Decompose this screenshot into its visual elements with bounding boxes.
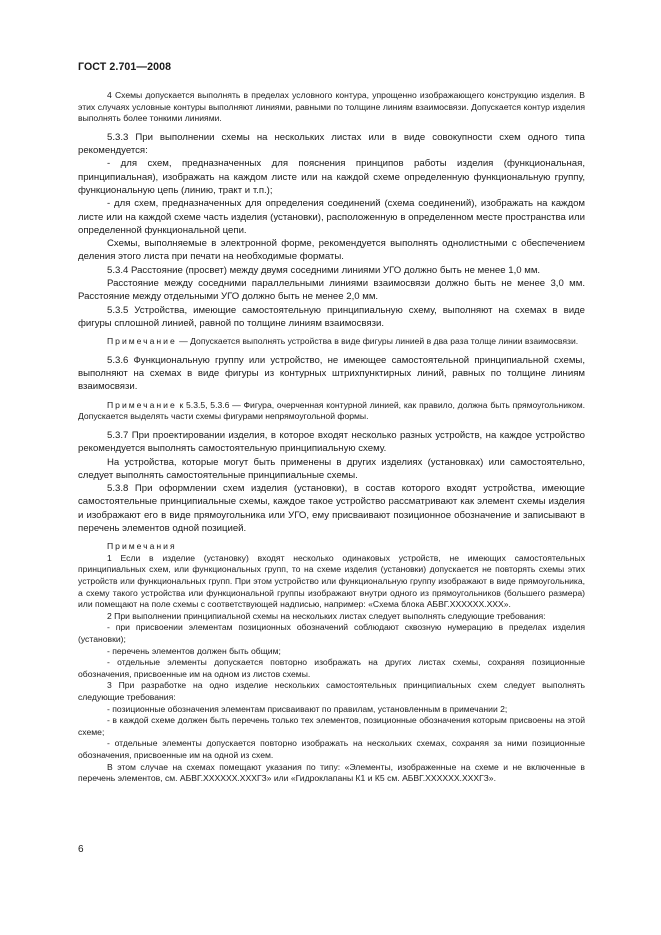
paragraph-text: 5.3.3 При выполнении схемы на нескольких листах или в виде совокупности схем одного типа рекомендуется: (78, 131, 585, 157)
paragraph (78, 482, 585, 535)
document-body (78, 90, 585, 785)
paragraph (78, 657, 585, 680)
paragraph-text: - для схем, предназначенных для определения соединений (схема соединений), изображать на каждом листе или на каждой схеме часть изделия (установки), расположенную в определенном месте пространства или определенной функциональной цепи. (78, 198, 585, 236)
paragraph (78, 704, 585, 716)
paragraph (78, 157, 585, 197)
paragraph-text: к 5.3.5, 5.3.6 — Фигура, очерченная контурной линией, как правило, должна быть прямоугольником. Допускается выделять части схемы фигурами непрямоугольной формы. (78, 399, 585, 422)
paragraph (78, 131, 585, 158)
document-header: ГОСТ 2.701—2008 (78, 61, 172, 73)
paragraph-text: - для схем, предназначенных для пояснения принципов работы изделия (функциональная, принципиальная), изображать на каждом листе или на каждой схеме определенную функциональную группу, функциональную цепь (линию, тракт и т.п.); (78, 158, 585, 196)
paragraph-text: 5.3.7 При проектировании изделия, в которое входят несколько разных устройств, на каждое устройство рекомендуется выполнять самостоятельную принципиальную схему. (78, 429, 585, 455)
paragraph (78, 277, 585, 304)
paragraph (78, 611, 585, 623)
note-paragraph (78, 400, 585, 423)
paragraph-text: 5.3.8 При оформлении схем изделия (установки), в состав которого входят устройства, имеющие самостоятельные принципиальные схемы, каждое такое устройство рассматривают как элемент схемы изделия и изображают его в виде прямоугольника или УГО, ему присваивают позиционное обозначение и записывают в перечень элементов одной позицией. (78, 483, 585, 534)
paragraph-text: 5.3.6 Функциональную группу или устройство, не имеющее самостоятельной принципиальной схемы, выполняют на схемах в виде фигуры из контурных штрихпунктирных линий, равных по толщине линиям взаимосвязи. (78, 354, 585, 393)
paragraph-text: 2 При выполнении принципиальной схемы на нескольких листах следует выполнять следующие требования: (107, 610, 546, 621)
paragraph (78, 237, 585, 264)
paragraph (78, 264, 585, 277)
paragraph-text: - отдельные элементы допускается повторно изображать на нескольких схемах, сохраняя за ними позиционные обозначения, присвоенные им на одной из схем. (78, 738, 585, 760)
paragraph (78, 90, 585, 125)
paragraph (78, 197, 585, 237)
paragraph-text: 3 При разработке на одно изделие нескольких самостоятельных принципиальных схем следует выполнять следующие требования: (78, 680, 585, 702)
paragraph-text: Расстояние между соседними параллельными линиями взаимосвязи должно быть не менее 3,0 мм. Расстояние между отдельными УГО должно быть не менее 2,0 мм. (78, 278, 585, 303)
note-paragraph (78, 336, 585, 348)
paragraph-text: В этом случае на схемах помещают указания по типу: «Элементы, изображенные на схеме и не включенные в перечень элементов, см. АБВГ.XXXXXX.XXXГЗ» или «Гидроклапаны К1 и К5 см. АБВГ.XXXXXX.XXXГЗ». (78, 761, 585, 784)
paragraph-text: 4 Схемы допускается выполнять в пределах условного контура, упрощенно изображающего конструкцию изделия. В этих случаях условные контуры выполняют линиями, равными по толщине линиям взаимосвязи. Допускается контур изделия выполнять более тонкими линиями. (78, 90, 585, 124)
paragraph-text: - перечень элементов должен быть общим; (107, 645, 281, 656)
paragraph (78, 715, 585, 738)
paragraph-text: — Допускается выполнять устройства в виде фигуры линией в два раза толще линии взаимосвязи. (176, 336, 579, 347)
paragraph-text: 5.3.4 Расстояние (просвет) между двумя соседними линиями УГО должно быть не менее 1,0 мм. (107, 264, 541, 276)
note-label: Примечания (107, 541, 177, 552)
paragraph (78, 553, 585, 611)
paragraph (78, 738, 585, 761)
paragraph (78, 304, 585, 331)
paragraph-text: На устройства, которые могут быть применены в других изделиях (установках) или самостоятельно, следует выполнять самостоятельные принципиальные схемы. (78, 456, 585, 481)
paragraph (78, 646, 585, 658)
paragraph-text: - позиционные обозначения элементам присваивают по правилам, установленным в примечании 2; (107, 703, 508, 714)
note-paragraph (78, 541, 585, 553)
paragraph-text: - в каждой схеме должен быть перечень только тех элементов, позиционные обозначения которым присвоены на этой схеме; (78, 715, 585, 737)
paragraph-text: 1 Если в изделие (установку) входят несколько одинаковых устройств, не имеющих самостоятельных принципиальных схем, или функциональных групп, то на схеме изделия (установки) допускается не повторять схемы этих устройств или функциональных групп. При этом устройство или функциональную группу изображают в виде прямоугольника, а схему такого устройства или функциональной группы изображают внутри одного из прямоугольников (большего размера) или помещают на поле схемы с соответствующей надписью, например: «Схема блока АБВГ.XXXXXX.XXX». (78, 552, 585, 610)
note-label: Примечание (107, 399, 177, 410)
paragraph-text: - отдельные элементы допускается повторно изображать на других листах схемы, сохраняя позиционные обозначения, присвоенные им на одном из листов схемы. (78, 657, 585, 679)
paragraph (78, 762, 585, 785)
paragraph (78, 622, 585, 645)
paragraph-text: Схемы, выполняемые в электронной форме, рекомендуется выполнять однолистными с обеспечением деления этого листа при печати на необходимые форматы. (78, 238, 585, 263)
note-label: Примечание (107, 336, 177, 347)
paragraph (78, 680, 585, 703)
paragraph-text: - при присвоении элементам позиционных обозначений соблюдают сквозную нумерацию в пределах изделия (установки); (78, 622, 585, 645)
page-number: 6 (78, 844, 84, 855)
paragraph (78, 429, 585, 456)
paragraph (78, 354, 585, 394)
paragraph (78, 456, 585, 483)
paragraph-text: 5.3.5 Устройства, имеющие самостоятельную принципиальную схему, выполняют на схемах в виде фигуры сплошной линией, равной по толщине линиям взаимосвязи. (78, 304, 585, 329)
